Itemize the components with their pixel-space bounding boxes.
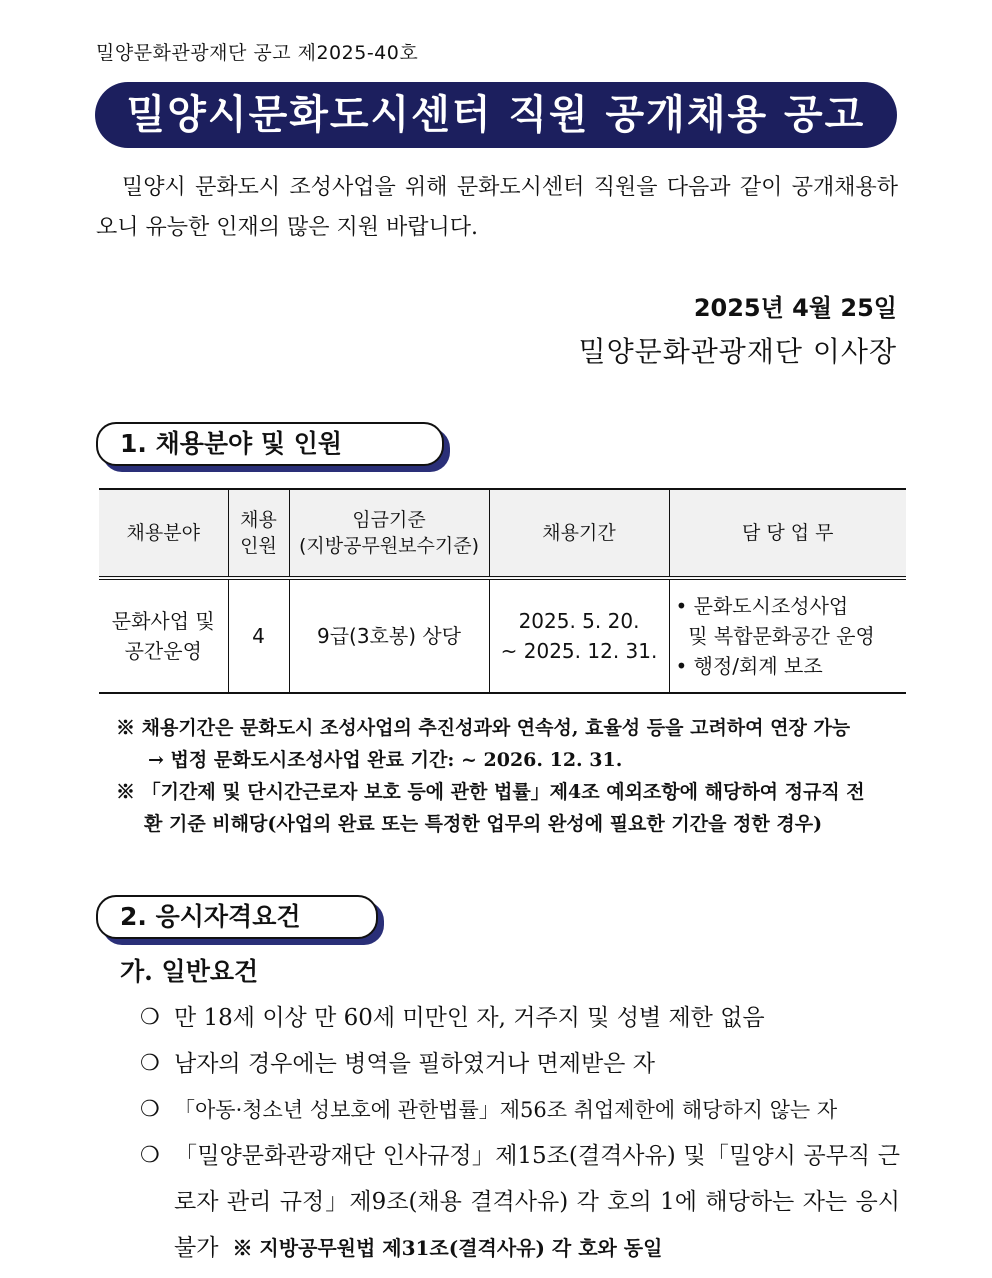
cell-period-line1: 2025. 5. 20. [518, 609, 640, 633]
table-header-row [99, 489, 906, 578]
note-law-line2: 환 기준 비해당(사업의 완료 또는 특정한 업무의 완성에 필요한 기간을 정한 경우) [144, 813, 823, 835]
recruitment-table [99, 488, 906, 694]
cell-field [99, 578, 228, 693]
requirement-age: 만 18세 이상 만 60세 미만인 자, 거주지 및 성별 제한 없음 [174, 1005, 765, 1031]
general-requirements-heading: 가. 일반요건 [120, 957, 259, 986]
cell-period [489, 578, 669, 693]
circle-bullet-icon: ❍ [140, 1005, 160, 1030]
signer: 밀양문화관광재단 이사장 [578, 335, 897, 368]
list-item [140, 995, 900, 1041]
header-count-line1: 채용 [240, 509, 277, 531]
circle-bullet-icon: ❍ [140, 1143, 160, 1168]
circle-bullet-icon: ❍ [140, 1097, 160, 1122]
cell-field-line1: 문화사업 및 [111, 609, 215, 633]
header-field: 채용분야 [99, 489, 228, 578]
intro-paragraph: 밀양시 문화도시 조성사업을 위해 문화도시센터 직원을 다음과 같이 공개채용하오니 유능한 인재의 많은 지원 바랍니다. [96, 175, 898, 240]
list-item [140, 1041, 900, 1087]
requirement-disqualification-text: 「밀양문화관광재단 인사규정」제15조(결격사유) 및「밀양시 공무직 근로자 관리 규정」제9조(채용 결격사유) 각 호의 1에 해당하는 자는 응시불가 [174, 1143, 900, 1261]
note-law-line1: ※ 「기간제 및 단시간근로자 보호 등에 관한 법률」제4조 예외조항에 해당하여 정규직 전 [116, 781, 865, 803]
header-wage-line2: (지방공무원보수기준) [298, 535, 479, 557]
duty-1-line2: 및 복합문화공간 운영 [675, 624, 875, 648]
cell-count: 4 [228, 578, 289, 693]
table-notes [116, 712, 906, 840]
cell-period-line2: ~ 2025. 12. 31. [500, 639, 658, 663]
requirement-disqualification [174, 1133, 900, 1271]
header-period: 채용기간 [489, 489, 669, 578]
header-wage-line1: 임금기준 [352, 509, 426, 531]
requirement-disqualification-note: ※ 지방공무원법 제31조(결격사유) 각 호와 동일 [232, 1236, 663, 1260]
note-extension: ※ 채용기간은 문화도시 조성사업의 추진성과와 연속성, 효율성 등을 고려하여 연장 가능 [116, 717, 851, 739]
document-number: 밀양문화관광재단 공고 제2025-40호 [96, 42, 419, 64]
requirement-military: 남자의 경우에는 병역을 필하였거나 면제받은 자 [174, 1051, 655, 1077]
announcement-date: 2025년 4월 25일 [693, 294, 897, 322]
header-count [228, 489, 289, 578]
requirements-list [140, 995, 900, 1271]
duty-2: • 행정/회계 보조 [675, 654, 823, 678]
header-duties: 담 당 업 무 [669, 489, 906, 578]
requirement-youth-protection: 「아동·청소년 성보호에 관한법률」제56조 취업제한에 해당하지 않는 자 [174, 1098, 838, 1122]
table-row [99, 578, 906, 693]
note-extension-deadline: → 법정 문화도시조성사업 완료 기간: ~ 2026. 12. 31. [148, 749, 623, 771]
page-title: 밀양시문화도시센터 직원 공개채용 공고 [95, 82, 897, 148]
list-item [140, 1087, 900, 1133]
duty-1-line1: • 문화도시조성사업 [675, 594, 849, 618]
cell-duties [669, 578, 906, 693]
header-wage [289, 489, 489, 578]
circle-bullet-icon: ❍ [140, 1051, 160, 1076]
cell-wage: 9급(3호봉) 상당 [289, 578, 489, 693]
list-item [140, 1133, 900, 1271]
header-count-line2: 인원 [240, 535, 277, 557]
section-1-heading: 1. 채용분야 및 인원 [96, 422, 444, 466]
cell-field-line2: 공간운영 [124, 639, 202, 663]
section-2-heading: 2. 응시자격요건 [96, 895, 378, 939]
